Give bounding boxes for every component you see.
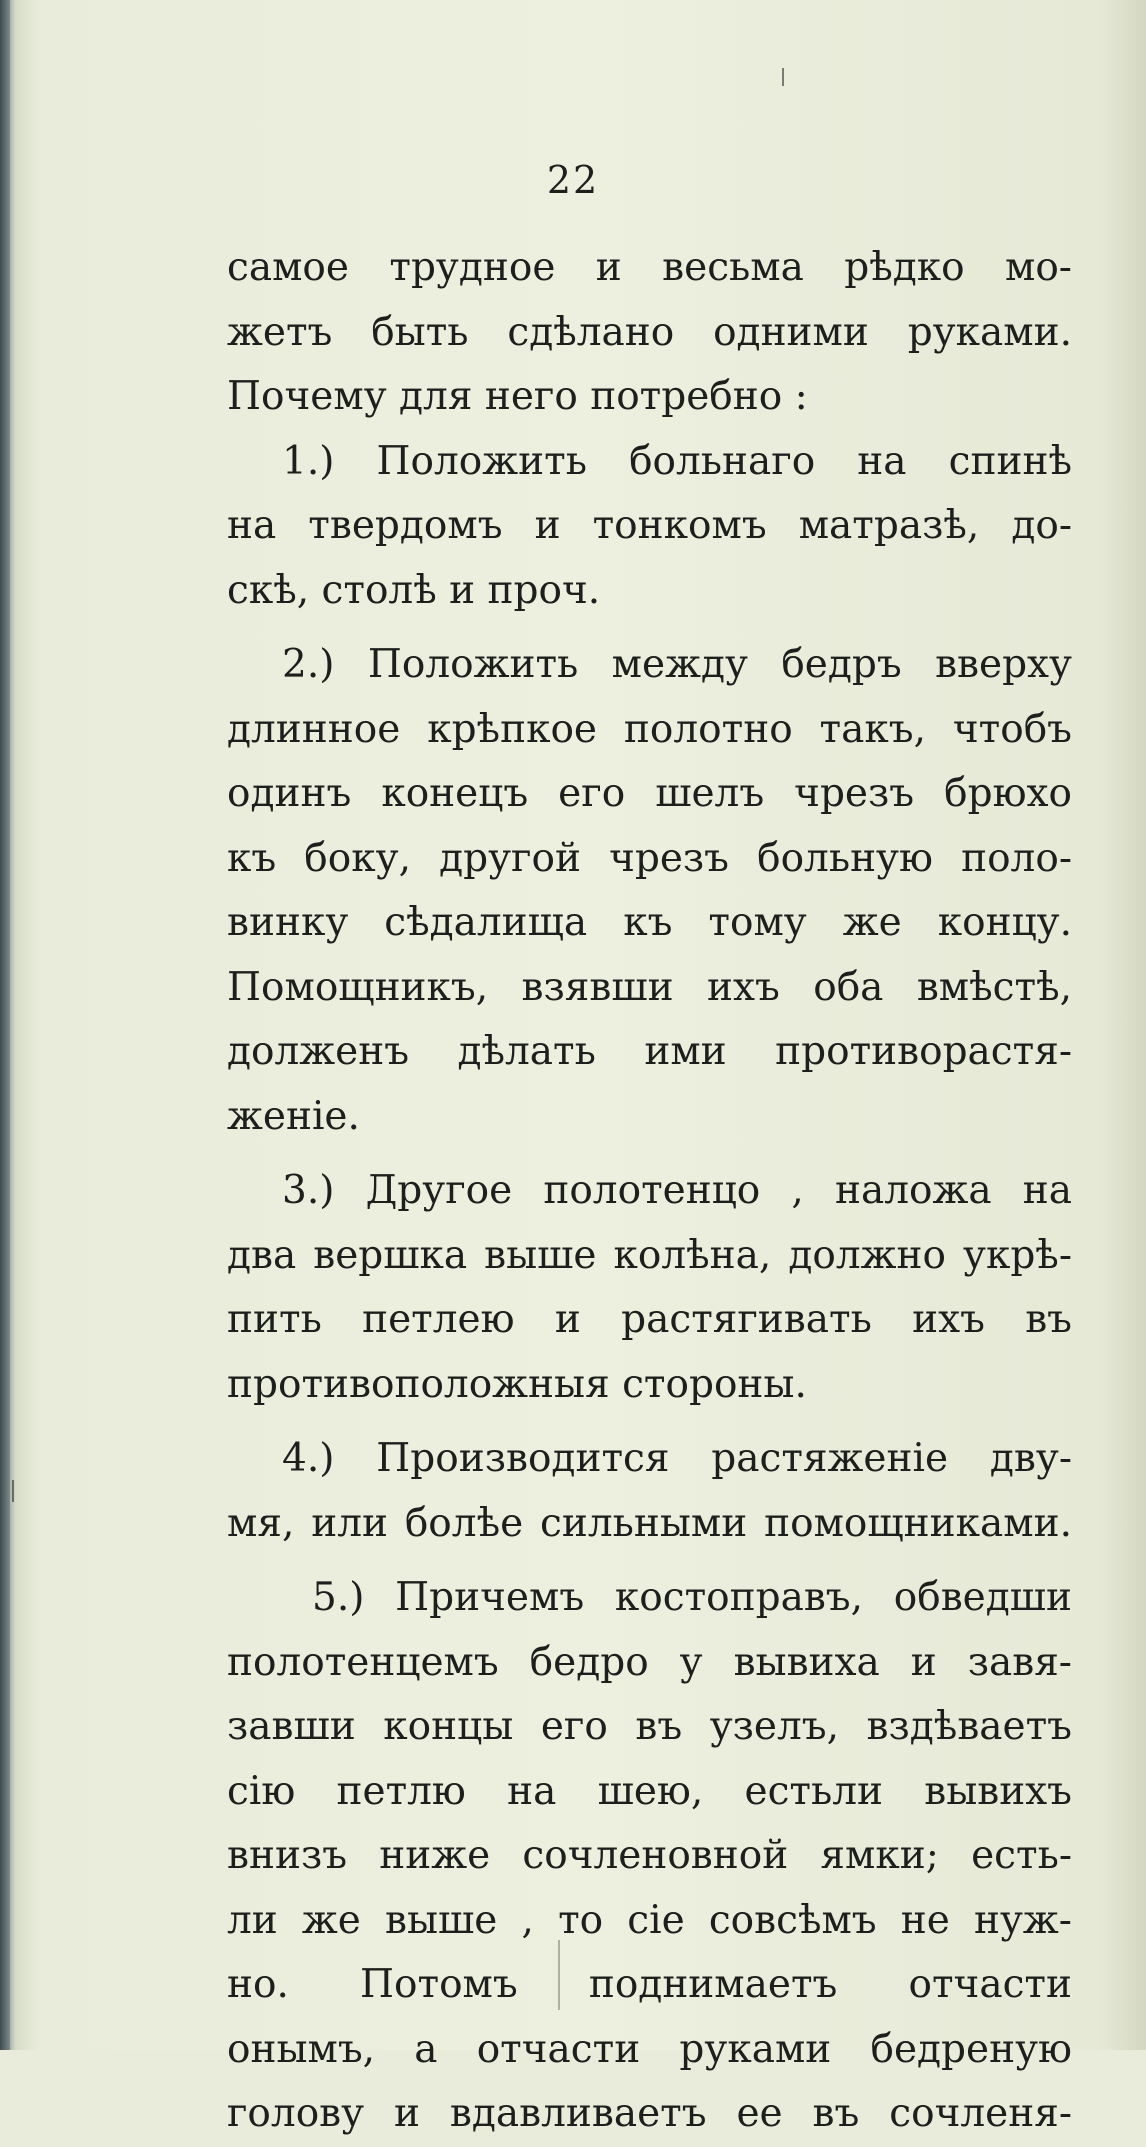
text-line: 5.) Причемъ костоправъ, обведши: [312, 1575, 1072, 1620]
text-line: полотенцемъ бедро у вывиха и завя-: [227, 1639, 1072, 1685]
text-line: 3.) Другое полотенцо , наложа на: [282, 1168, 1072, 1213]
text-line: жетъ быть сдѣлано одними руками.: [227, 309, 1072, 355]
text-line: 1.) Положить больнаго на спинѣ: [282, 438, 1072, 484]
text-line: но. Потомъ поднимаетъ отчасти: [227, 1962, 1072, 2007]
text-line: 4.) Производится растяженіе дву-: [282, 1436, 1072, 1481]
text-line: длинное крѣпкое полотно такъ, чтобъ: [227, 706, 1072, 752]
text-line: онымъ, а отчасти руками бедреную: [227, 2026, 1072, 2072]
body-text: [227, 236, 1072, 2147]
text-line: два вершка выше колѣна, должно укрѣ-: [227, 1232, 1072, 1278]
text-line: долженъ дѣлать ими противорастя-: [227, 1029, 1072, 1074]
text-line: къ боку, другой чрезъ больную поло-: [227, 835, 1072, 881]
text-line: самое трудное и весьма рѣдко мо-: [227, 245, 1072, 290]
text-line: внизъ ниже сочленовной ямки; есть-: [227, 1833, 1072, 1878]
text-line: одинъ конецъ его шелъ чрезъ брюхо: [227, 771, 1072, 816]
ink-speck: [782, 68, 784, 86]
text-line: винку сѣдалища къ тому же концу.: [227, 900, 1072, 945]
text-line: противоположныя стороны.: [227, 1361, 807, 1407]
text-line: женіе.: [227, 1093, 360, 1139]
text-line: сію петлю на шею, естьли вывихъ: [227, 1768, 1072, 1814]
text-line: мя, или болѣе сильными помощниками.: [227, 1500, 1072, 1546]
text-line: голову и вдавливаетъ ее въ сочленя-: [227, 2091, 1072, 2136]
ink-speck: [12, 1480, 14, 1502]
text-line: ли же выше , то сіе совсѣмъ не нуж-: [227, 1897, 1072, 1943]
text-line: завши концы его въ узелъ, вздѣваетъ: [227, 1704, 1072, 1749]
text-line: скѣ, столѣ и проч.: [227, 567, 601, 613]
text-line: на твердомъ и тонкомъ матразѣ, до-: [227, 503, 1072, 548]
ink-speck: [558, 1940, 560, 2010]
text-line: Почему для него потребно :: [227, 374, 808, 419]
page-number: 22: [546, 158, 600, 202]
text-line: пить петлею и растягивать ихъ въ: [227, 1297, 1072, 1342]
text-line: Помощникъ, взявши ихъ оба вмѣстѣ,: [227, 964, 1072, 1010]
text-line: 2.) Положить между бедръ вверху: [282, 642, 1072, 687]
